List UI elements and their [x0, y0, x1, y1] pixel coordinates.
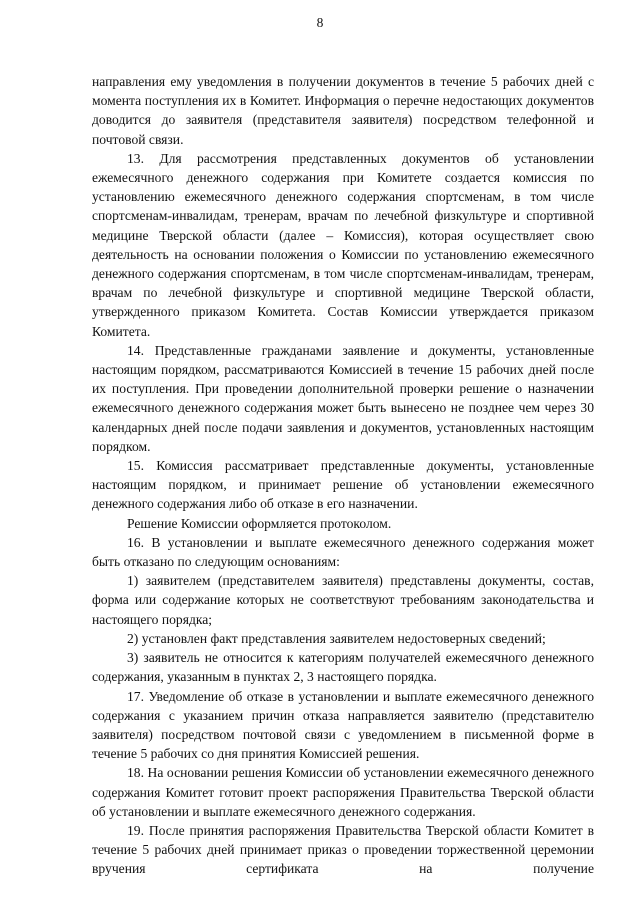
paragraph-17-refusal-notice: 17. Уведомление об отказе в установлении и выплате ежемесячного денежного содержания с указанием причин отказа направляется заявителю (представителю заявителя) посредством почтовой связи с уведомлением в письменной форме в течение 5 рабочих со дня принятия Комиссией решения. [92, 688, 594, 762]
paragraph-refusal-ground-3: 3) заявитель не относится к категориям получателей ежемесячного денежного содержания, указанным в пунктах 2, 3 настоящего порядка. [92, 650, 594, 685]
document-body [92, 72, 594, 879]
paragraph-19-ceremony: 19. После принятия распоряжения Правительства Тверской области Комитет в течение 5 рабочих дней принимает приказ о проведении торжественной церемонии вручения сертификата на получение [92, 822, 594, 877]
paragraph-15-decision: 15. Комиссия рассматривает представленные документы, установленные настоящим порядком, и принимает решение об установлении ежемесячного денежного содержания либо об отказе в его назначении. [92, 458, 594, 512]
paragraph-18-draft-order: 18. На основании решения Комиссии об установлении ежемесячного денежного содержания Комитет готовит проект распоряжения Правительства Тверской области об установлении и выплате ежемесячного денежного содержания. [92, 765, 594, 819]
paragraph-14-review-period: 14. Представленные гражданами заявление и документы, установленные настоящим порядком, рассматриваются Комиссией в течение 15 рабочих дней после их поступления. При проведении дополнительной проверки решение о назначении ежемесячного денежного содержания может быть вынесено не позднее чем через 30 календарных дней после подачи заявления и документов, установленных настоящим порядком. [92, 342, 594, 454]
paragraph-continuation: направления ему уведомления в получении документов в течение 5 рабочих дней с момента поступления их в Комитет. Информация о перечне недостающих документов доводится до заявителя (представителя заявителя) посредством телефонной и почтовой связи. [92, 74, 594, 147]
paragraph-refusal-ground-2: 2) установлен факт представления заявителем недостоверных сведений; [127, 630, 546, 646]
paragraph-13-commission: 13. Для рассмотрения представленных документов об установлении ежемесячного денежного содержания при Комитете создается комиссия по установлению ежемесячного денежного содержания спортсменам, в том числе спортсменам-инвалидам, тренерам, врачам по лечебной физкультуре и спортивной медицине Тверской области (далее – Комиссия), которая осуществляет свою деятельность на основании положения о Комиссии по установлению ежемесячного денежного содержания спортсменам, в том числе спортсменам-инвалидам, тренерам, врачам по лечебной физкультуре и спортивной медицине Тверской области, утвержденного приказом Комитета. Состав Комиссии утверждается приказом Комитета. [92, 150, 594, 339]
paragraph-16-refusal-grounds: 16. В установлении и выплате ежемесячного денежного содержания может быть отказано по следующим основаниям: [92, 534, 594, 570]
page-number: 8 [316, 15, 324, 30]
paragraph-decision-protocol: Решение Комиссии оформляется протоколом. [127, 515, 392, 531]
paragraph-refusal-ground-1: 1) заявителем (представителем заявителя) представлены документы, состав, форма или содержание которых не соответствуют требованиям законодательства и настоящего порядка; [92, 573, 594, 627]
